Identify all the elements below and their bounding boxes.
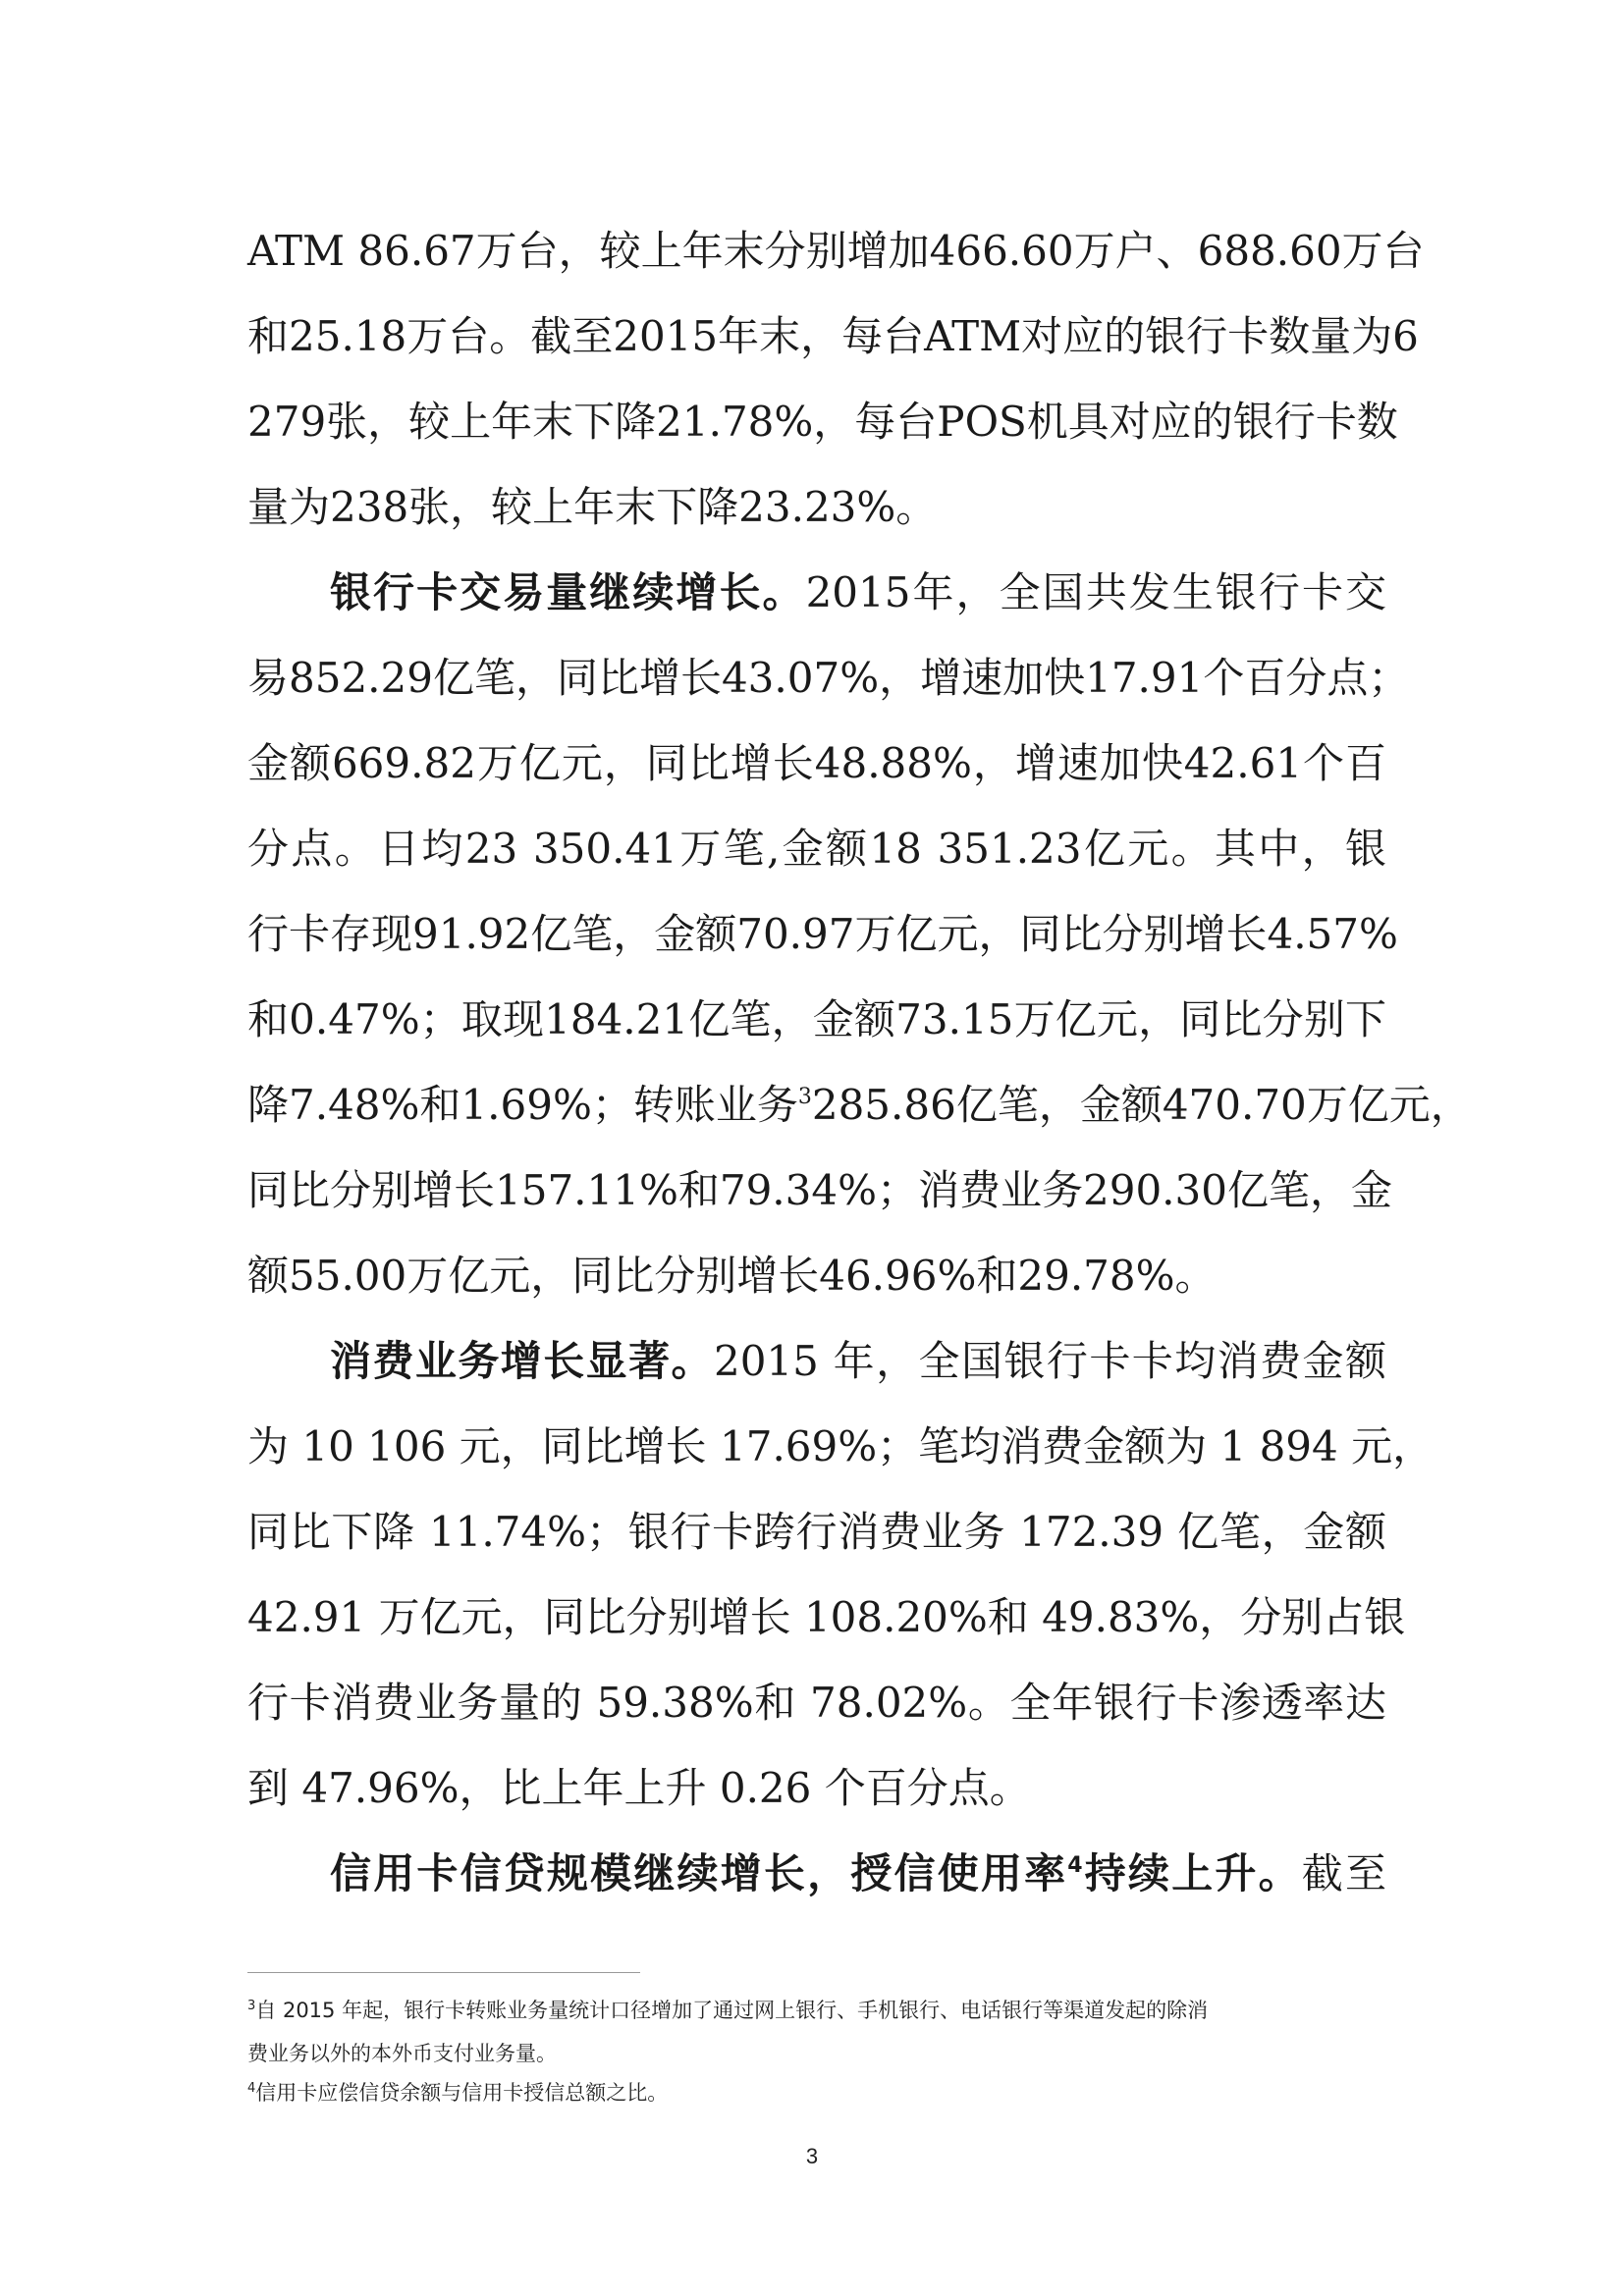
footnote-4-mark: 4 bbox=[247, 2081, 256, 2096]
paragraph-3-lead: 消费业务增长显著。 bbox=[330, 1337, 714, 1385]
footnote-3-line-1: 自 2015 年起，银行卡转账业务量统计口径增加了通过网上银行、手机银行、电话银行等渠道发起的除消 bbox=[255, 1999, 1209, 2022]
footnote-3-mark: 3 bbox=[247, 1999, 256, 2013]
paragraph-2-line-1-text: 2015年，全国共发生银行卡交 bbox=[805, 568, 1386, 616]
paragraph-3-line-3: 同比下降 11.74%；银行卡跨行消费业务 172.39 亿笔，金额 bbox=[247, 1508, 1386, 1556]
page-number: 3 bbox=[805, 2144, 819, 2168]
paragraph-2-line-4: 分点。日均23 350.41万笔,金额18 351.23亿元。其中，银 bbox=[247, 825, 1386, 873]
paragraph-2-line-2: 易852.29亿笔，同比增长43.07%，增速加快17.91个百分点； bbox=[247, 654, 1410, 702]
paragraph-1-line-3: 279张，较上年末下降21.78%，每台POS机具对应的银行卡数 bbox=[247, 398, 1398, 446]
paragraph-2-line-5: 行卡存现91.92亿笔，金额70.97万亿元，同比分别增长4.57% bbox=[247, 910, 1398, 958]
paragraph-3-line-4: 42.91 万亿元，同比分别增长 108.20%和 49.83%，分别占银 bbox=[247, 1593, 1406, 1641]
paragraph-3-line-5: 行卡消费业务量的 59.38%和 78.02%。全年银行卡渗透率达 bbox=[247, 1679, 1386, 1727]
paragraph-2-line-1 bbox=[247, 550, 1386, 635]
footnote-divider bbox=[247, 1972, 640, 1973]
body-text bbox=[247, 208, 1472, 1916]
footnotes bbox=[247, 1991, 1386, 2116]
paragraph-4-line-1-text: 截至 bbox=[1301, 1849, 1386, 1897]
paragraph-2-line-7-text-a: 降7.48%和1.69%；转账业务 bbox=[247, 1081, 798, 1129]
paragraph-3-line-6: 到 47.96%，比上年上升 0.26 个百分点。 bbox=[247, 1764, 1031, 1812]
paragraph-2-line-7 bbox=[247, 1062, 1472, 1148]
paragraph-4-line-1 bbox=[247, 1831, 1386, 1916]
paragraph-3-line-1 bbox=[247, 1318, 1386, 1404]
footnote-3 bbox=[247, 1991, 1386, 2034]
footnote-ref-3[interactable]: 3 bbox=[797, 1085, 812, 1109]
paragraph-1-line-2: 和25.18万台。截至2015年末，每台ATM对应的银行卡数量为6 bbox=[247, 312, 1419, 360]
paragraph-4-lead-b: 持续上升。 bbox=[1082, 1849, 1302, 1897]
paragraph-3-line-1-text: 2015 年，全国银行卡卡均消费金额 bbox=[713, 1337, 1386, 1385]
footnote-4 bbox=[247, 2073, 1386, 2116]
paragraph-2-line-3: 金额669.82万亿元，同比增长48.88%，增速加快42.61个百 bbox=[247, 739, 1386, 787]
paragraph-1-line-4: 量为238张，较上年末下降23.23%。 bbox=[247, 483, 938, 531]
paragraph-3-line-2: 为 10 106 元，同比增长 17.69%；笔均消费金额为 1 894 元， bbox=[247, 1422, 1435, 1470]
paragraph-1-line-1: ATM 86.67万台，较上年末分别增加466.60万户、688.60万台 bbox=[247, 227, 1425, 275]
footnote-3-continuation: 费业务以外的本外币支付业务量。 bbox=[247, 2042, 557, 2065]
paragraph-2-line-6: 和0.47%；取现184.21亿笔，金额73.15万亿元，同比分别下 bbox=[247, 995, 1386, 1043]
paragraph-2-line-7-text-b: 285.86亿笔，金额470.70万亿元， bbox=[811, 1081, 1472, 1129]
paragraph-2-line-8: 同比分别增长157.11%和79.34%；消费业务290.30亿笔，金 bbox=[247, 1166, 1392, 1214]
paragraph-2-line-9: 额55.00万亿元，同比分别增长46.96%和29.78%。 bbox=[247, 1252, 1217, 1300]
footnote-4-line-1: 信用卡应偿信贷余额与信用卡授信总额之比。 bbox=[255, 2081, 669, 2105]
paragraph-4-lead-a: 信用卡信贷规模继续增长，授信使用率 bbox=[330, 1849, 1068, 1897]
paragraph-2-lead: 银行卡交易量继续增长。 bbox=[330, 568, 806, 616]
footnote-ref-4[interactable]: 4 bbox=[1067, 1853, 1083, 1878]
